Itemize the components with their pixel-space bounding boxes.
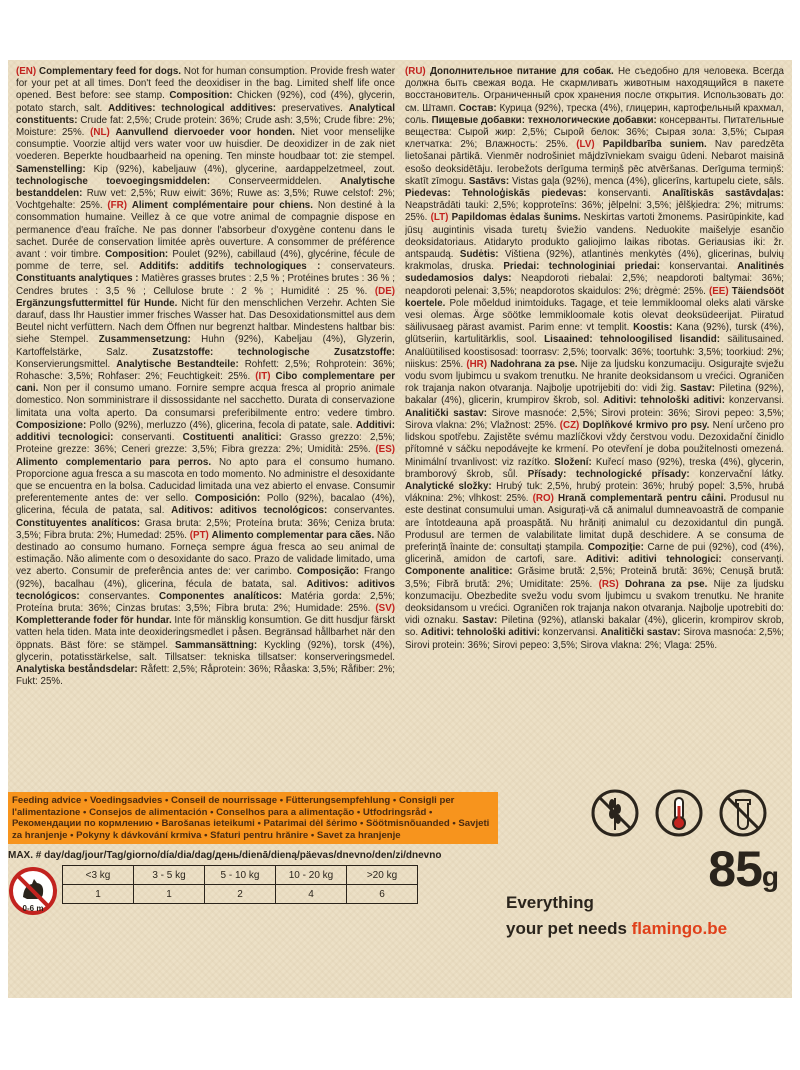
field-label: Přísady: technologické přísady:: [527, 468, 690, 480]
field-label: Piedevas: Tehnoloģiskās piedevas:: [405, 188, 587, 200]
max-label: MAX.: [8, 850, 33, 862]
field-text: Sirove masnoće: 2,5%; Sirovi protein: 36%; Sirovi pepeo: 3,5%; Sirova vlakna: 2%; Vlažnost: 25%.: [405, 407, 784, 431]
language-section-ee: [405, 286, 784, 370]
field-text: conservantes.: [327, 505, 395, 517]
slogan: [506, 890, 727, 942]
field-text: Not for human consumption. Provide fresh water for your pet at all times. Don't feed the deoxidiser in the bag. Limited shelf life once opened. Best before: see stamp.: [16, 66, 395, 102]
language-section-fr: [16, 200, 395, 296]
field-text: Piletina (92%), atlanski bakalar (4%), glicerin, krompirov skrob, so.: [405, 615, 784, 639]
field-label: Samenstelling:: [16, 163, 86, 175]
field-text: Nav paredzēta lietošanai pārtikā. Vienmēr nodrošiniet mājdzīvniekam svaigu ūdeni. Nebarot maisinā esošo deoksidētāju. Ierobežots derīguma termiņš pēc atvēršanas. Derīguma termiņš: skatīt zīmogu.: [405, 139, 784, 187]
field-text: Grasso grezzo: 2,5%; Proteine grezze: 36%; Ceneri grezze: 3,5%; Fibra grezza: 2%; Umidità: 25%.: [16, 432, 395, 456]
language-section-ru: [405, 66, 784, 150]
weight-cell: 3 - 5 kg: [134, 866, 205, 885]
field-label: Constituyentes analíticos:: [16, 517, 140, 529]
field-text: Není určeno pro lidskou spotřebu. Zajistěte svému mazlíčkovi vždy čerstvou vodu. Dezoxidační činidlo přítomné v sáčku nepodávejte ke krmení. Po otevření je doba použitelnosti omezená. Minimální trvanlivost: viz razítko.: [405, 419, 784, 468]
field-text: konzervansi.: [724, 395, 784, 407]
feeding-advice: [8, 792, 498, 932]
field-label: Sammansättning:: [174, 639, 258, 651]
field-text: Neapdoroti riebalai: 2,5%; neapdoroti baltymai: 36%; neapdoroti pelenai: 3,5%; neapdorotos skaidulos: 2%; drėgmė: 25%.: [405, 273, 784, 297]
field-text: Matéria gorda: 2,5%; Proteína bruta: 36%; Cinzas brutas: 3,5%; Fibra bruta: 2%; Humidade: 25%.: [16, 590, 395, 614]
field-text: Neskirtas vartoti žmonems. Pasirūpinkite, kad jūsų augintinis visada turetų šviežio vandens. Neduokite maišelyje esančio deoksidatoriaus. Atidaryto produkto galiojimo laikas ribotas. Geriausias iki: žr. antspaudą.: [405, 212, 784, 261]
language-code: (RU): [405, 66, 426, 77]
feeding-advice-header: Feeding advice • Voedingsadvies • Conseil de nourrissage • Fütterungsempfehlung • Consigli per l'alimentazione • Consejos de alimentación • Conselhos para a alimentação • Utfodringsråd • Рекомендации по кормлению • Barošanas ieteikumi • Patarimai dėl šėrimo • Söötmisnõuanded • Savjeti za hranjenje • Pokyny k dávkování krmiva • Sfaturi pentru hrănire • Savet za hranjenje: [8, 792, 498, 844]
field-label: Composizione:: [16, 419, 87, 431]
field-text: Inte för mänsklig konsumtion. Ge ditt husdjur färskt vatten hela tiden. Mata inte deoxideringsmedlet i påsen. Begränsad hållbarhet när den öppnats. Bäst före: se stämpel.: [16, 615, 395, 651]
field-label: Sastav:: [462, 615, 498, 627]
claim-icons: [590, 788, 768, 838]
text-column-right: [405, 66, 784, 886]
language-code: (PT): [189, 529, 209, 541]
field-label: Analītiskās sastāvdaļas:: [662, 188, 784, 200]
field-text: conservateurs.: [320, 261, 395, 273]
amount-cell: 4: [276, 885, 347, 904]
thermometer-icon: [654, 788, 704, 838]
field-label: Složení:: [554, 456, 592, 468]
field-text: conservanti.: [113, 432, 183, 444]
language-code: (SV): [375, 602, 395, 614]
amount-cell: 2: [205, 885, 276, 904]
weight-row: [63, 866, 418, 885]
field-text: preservatives.: [276, 102, 349, 114]
field-text: konservanti.: [586, 188, 663, 200]
slogan-line-1: Everything: [506, 893, 594, 912]
field-label: Sudėtis:: [459, 249, 499, 261]
multilingual-text: [16, 66, 784, 886]
language-code: (RO): [532, 493, 554, 505]
text-column-left: [16, 66, 395, 886]
no-additives-icon: [718, 788, 768, 838]
product-title: Nadohrana za pse.: [490, 358, 578, 370]
field-label: Zusammensetzung:: [98, 334, 191, 346]
slogan-line-2: [506, 916, 727, 942]
language-code: (NL): [90, 127, 110, 139]
product-title: Complementary feed for dogs.: [39, 66, 182, 77]
language-section-nl: [16, 127, 395, 211]
field-text: Crude fat: 2,5%; Crude protein: 36%; Crude ash: 3,5%; Crude fibre: 2%; Moisture: 25%.: [16, 114, 395, 139]
product-title: Aanvullend diervoeder voor honden.: [115, 127, 295, 139]
language-code: (ES): [375, 444, 395, 456]
field-label: technologische toevoegingsmiddelen:: [16, 175, 211, 187]
field-label: Koostis:: [633, 322, 673, 334]
no-grain-icon: [590, 788, 640, 838]
field-label: Componente analitice:: [405, 566, 513, 578]
field-label: Sastāvs:: [468, 175, 510, 187]
field-text: Niet voor menselijke consumptie. Voorzie altijd vers water voor uw huisdier. De deoxidizer in de zak niet voederen. Beperkte houdbaarheid na opening. Ten minste houdbaar tot: zie stempel.: [16, 127, 395, 163]
field-text: Grăsime brută: 2,5%; Proteină brută: 36%; Cenușă brută: 3,5%; Fibră brută: 2%; Umiditate: 25%.: [405, 566, 784, 590]
field-text: Konservierungsmittel.: [16, 358, 117, 370]
field-label: Aditivi: tehnološki aditivi:: [603, 395, 725, 407]
field-label: Constituants analytiques :: [16, 273, 139, 285]
amount-row: [63, 885, 418, 904]
field-label: Aditivi: tehnološki aditivi:: [420, 627, 541, 639]
field-label: Analytische Bestandteile:: [116, 358, 239, 370]
field-label: Composition:: [105, 249, 169, 261]
field-text: Poulet (92%), cabillaud (4%), glycérine, fécule de pomme de terre, sel.: [16, 249, 395, 273]
product-title: Ergänzungsfuttermittel für Hunde.: [16, 297, 178, 309]
language-section-lv: [405, 139, 784, 223]
language-code: (FR): [107, 200, 127, 212]
language-code: (LT): [430, 212, 449, 224]
product-title: Alimento complementar para cães.: [211, 529, 375, 541]
field-text: konzervační látky.: [689, 468, 784, 480]
field-text: Nije za ljudsku konzumaciju. Osigurajte svježu vodu svom ljubimcu u svakom trenutku. Ne hranite deoksidansom u vrećici. Ograničen rok trajanja nakon otvaranja. Najbolje upotrijebiti do: vidi žig.: [405, 358, 784, 395]
field-label: Analitinės sudedamosios dalys:: [405, 261, 784, 285]
max-per-day: [8, 850, 498, 861]
product-title: Cibo complementare per cani.: [16, 371, 395, 395]
field-label: Composição:: [296, 566, 359, 578]
product-title: Hrană complementară pentru câini.: [558, 493, 727, 505]
product-title: Papildomas ėdalas šunims.: [451, 212, 581, 224]
field-text: Não destinado ao consumo humano. Forneça sempre água fresca ao seu animal de estimação. Não alimente com o desoxidante do saco. Prazo de validade limitado, uma vez aberto. Consumir de preferência antes de: ver carimbo.: [16, 529, 395, 578]
field-label: Sastav:: [680, 383, 715, 395]
field-text: Vistas gaļa (92%), menca (4%), glicerīns, kartupelu ciete, sāls.: [509, 175, 784, 187]
language-code: (EN): [16, 66, 37, 77]
language-section-pt: [16, 530, 395, 614]
field-label: Costituenti analitici:: [182, 432, 282, 444]
field-text: Не съедобно для человека. Всегда должна быть свежая вода. Не скармливать животным находящийся в пакете восстановитель. Ограниченный срок хранения после открытия. Использовать до: см. Штамп.: [405, 66, 784, 114]
language-code: (HR): [466, 358, 488, 370]
product-title: Papildbarība suniem.: [602, 139, 707, 151]
language-section-lt: [405, 212, 784, 296]
per-day-text: # day/dag/jour/Tag/giorno/día/dia/dag/день/dienā/dieną/päevas/dnevno/den/zi/dnevno: [35, 850, 442, 862]
field-label: Состав:: [458, 102, 497, 114]
field-text: Chicken (92%), cod (4%), glycerin, potato starch, salt.: [16, 90, 395, 114]
field-label: Aditivos: aditivos tecnológicos:: [16, 578, 395, 602]
language-section-ro: [405, 493, 784, 589]
language-section-it: [16, 371, 395, 455]
field-text: Carne de pui (92%), cod (4%), glicerină, amidon de cartofi, sare.: [405, 541, 784, 566]
product-title: Täiendsööt koertele.: [405, 285, 784, 309]
field-text: Non destiné à la consommation humaine. Veillez à ce que votre animal de compagnie dispose en permanence d'eau fraîche. Ne pas donner l'absorbeur d'oxygène contenu dans le sachet. Durée de conservation limitée après ouverture. A consommer de préférence avant : voir timbre.: [16, 200, 395, 261]
net-weight-unit: g: [761, 861, 778, 892]
field-text: No apto para el consumo humano. Proporcione agua fresca a su mascota en todo momento. No administre el desoxidante que se encuentra en la bolsa. Caducidad limitada una vez abierto el envase. Consumir preferentemente antes de: ver sello.: [16, 456, 395, 505]
age-label: 0-6 m: [22, 904, 44, 914]
field-label: Zusatzstoffe: technologische Zusatzstoffe:: [152, 346, 395, 358]
product-title: Aliment complémentaire pour chiens.: [131, 200, 313, 212]
field-text: Piletina (92%), bakalar (4%), glicerin, krumpirov škrob, sol.: [405, 383, 784, 407]
field-text: conservantes.: [79, 590, 160, 602]
amount-cell: 1: [134, 885, 205, 904]
product-title: Дополнительное питание для собак.: [429, 66, 614, 77]
weight-cell: 10 - 20 kg: [276, 866, 347, 885]
field-text: Conserveermiddelen.: [210, 175, 341, 187]
field-label: Additifs: additifs technologiques :: [139, 261, 321, 273]
field-label: Compoziție:: [587, 541, 644, 553]
weight-cell: 5 - 10 kg: [205, 866, 276, 885]
field-text: Sirova masnoća: 2,5%; Sirovi protein: 36%; Sirovi pepeo: 3,5%; Sirova vlakna: 2%; Vlaga: 25%.: [405, 627, 784, 651]
field-text: Курица (92%), треска (4%), глицерин, картофельный крахмал, соль.: [405, 102, 784, 126]
field-label: Analytische bestanddelen:: [16, 175, 395, 200]
language-section-cz: [405, 420, 784, 504]
field-text: Kana (92%), tursk (4%), glütseriin, kartulitärklis, sool.: [405, 322, 784, 346]
field-label: Priedai: technologiniai priedai:: [503, 261, 661, 273]
field-text: Nicht für den menschlichen Verzehr. Achten Sie darauf, dass Ihr Haustier immer frisches Wasser hat. Das Desoxidationsmittel aus dem Beutel nicht verfüttern. Nach dem Öffnen nur begrenzt haltbar. Mindestens haltbar bis: siehe Stempel.: [16, 297, 395, 346]
field-text: Hrubý tuk: 2,5%, hrubý protein: 36%; hrubý popel: 3,5%, hrubá vláknina: 2%; vlhkost: 25%.: [405, 480, 784, 505]
field-text: Pollo (92%), merluzzo (4%), glicerina, fecola di patate, sale.: [86, 419, 356, 431]
field-text: консерванты. Питательные вещества: Сырой жир: 2,5%; Сырой белок: 36%; Сырая зола: 3,5%; Сырая клетчатка: 2%; Влажность: 25%.: [405, 114, 784, 151]
field-label: Composición:: [194, 493, 261, 505]
language-code: (EE): [708, 285, 729, 297]
field-text: Nije za ljudsku konzumaciju. Obezbedite svežu vodu svom ljubimcu u svakom trenutku. Ne hranite deoksidansom u vrećici. Ograničen rok trajanja nakon otvaranja. Najbolje upotrebiti do: vidi oznaku.: [405, 578, 784, 627]
field-text: Neapstrādāti tauki: 2,5%; kopproteīns: 36%; jēlpelni: 3,5%; jēlšķiedra: 2%; mitrums: 25%.: [405, 200, 784, 224]
field-text: säilitusained. Analüütilised koostisosad: toorrasv: 2,5%; toorvalk: 36%; toortuhk: 3,5%; toorkiud: 2%; niiskus: 25%.: [405, 334, 784, 370]
field-label: Analytical constituents:: [16, 102, 395, 126]
product-title: Doplňkové krmivo pro psy.: [582, 419, 710, 431]
language-code: (IT): [255, 371, 271, 383]
field-label: Componentes analíticos:: [159, 590, 282, 602]
field-label: Additivi: additivi tecnologici:: [16, 419, 395, 444]
language-code: (RS): [598, 578, 619, 590]
field-text: Matières grasses brutes : 2,5 % ; Protéines brutes : 36 % ; Cendres brutes : 3,5 % ; Cellulose brute : 2 % ; Humidité : 25 %.: [16, 273, 395, 297]
feeding-table: [62, 865, 418, 904]
field-label: Analytické složky:: [405, 480, 492, 492]
language-code: (DE): [374, 285, 395, 297]
brand-name: flamingo.be: [631, 919, 728, 938]
product-title: Alimento complementario para perros.: [16, 456, 212, 468]
field-label: Analitički sastav:: [405, 407, 488, 419]
field-text: Grasa bruta: 2,5%; Proteína bruta: 36%; Ceniza bruta: 3,5%; Fibra bruta: 2%; Humedad: 25%.: [16, 517, 395, 541]
field-text: konservantai.: [660, 261, 738, 273]
slogan-text: your pet needs: [506, 919, 632, 938]
field-label: Aditivi: aditivi tehnologici:: [585, 554, 722, 566]
weight-cell: <3 kg: [63, 866, 134, 885]
field-text: Non per il consumo umano. Fornire sempre acqua fresca al proprio animale domestico. Non somministrare il dissossidante nel sacchetto. Durata di conservazione limitata una volta aperto. Da consumarsi preferibilmente entro: vedere timbro.: [16, 383, 395, 419]
language-code: (CZ): [559, 419, 580, 431]
language-code: (LV): [576, 139, 595, 151]
not-for-puppies-icon: [8, 865, 58, 917]
field-text: Pole mõeldud inimtoiduks. Tagage, et teie lemmikloomal oleks alati värske vesi olemas. Ärge söötke lemmikloomale kotis olevat deoksüdeerijat. Piiratud säilivusaeg pärast avamist. Parim enne: vt templit.: [405, 297, 784, 334]
weight-cell: >20 kg: [347, 866, 418, 885]
language-section-de: [16, 286, 395, 382]
field-text: Frango (92%), bacalhau (4%), glicerina, fécula de batata, sal.: [16, 566, 395, 590]
field-label: Composition:: [169, 90, 233, 102]
field-label: Additives: technological additives:: [108, 102, 277, 114]
field-text: conservanți.: [721, 554, 784, 566]
field-text: Kyckling (92%), torsk (4%), glycerin, potatisstärkelse, salt. Tillsatser: tekniska tillsatser: konserveringsmedel.: [16, 639, 395, 663]
field-text: Kip (92%), kabeljauw (4%), glycerine, aardappelzetmeel, zout.: [85, 163, 395, 175]
net-weight-value: 85: [708, 841, 762, 897]
language-section-es: [16, 444, 395, 540]
field-label: Aditivos: aditivos tecnológicos:: [171, 505, 328, 517]
field-text: Ruw vet: 2,5%; Ruw eiwit: 36%; Ruwe as: 3,5%; Ruwe celstof: 2%; Vochtgehalte: 25%.: [16, 188, 395, 212]
field-text: Produsul nu este destinat consumului uman. Asigurați-vă că animalul dumneavoastră de companie are întotdeauna apă proaspătă. Nu hrăniți animalul cu dezoxidantul din pungă. Produsul are termen de valabilitate limitat după deschidere. A se consuma de preferință înainte de: consultați ștampila.: [405, 493, 784, 553]
field-label: Lisaained: tehnoloogilised lisandid:: [544, 334, 720, 346]
field-text: Vištiena (92%), atlantinės menkytės (4%), glicerinas, bulvių krakmolas, druska.: [405, 249, 784, 273]
field-text: Pollo (92%), bacalao (4%), glicerina, fécula de patata, sal.: [16, 493, 395, 517]
amount-cell: 6: [347, 885, 418, 904]
field-label: Пищевые добавки: технологические добавки:: [431, 114, 657, 126]
field-text: Huhn (92%), Kabeljau (4%), Glyzerin, Kartoffelstärke, Salz.: [16, 334, 395, 358]
field-label: Analitički sastav:: [600, 627, 681, 639]
field-text: Råfett: 2,5%; Råprotein: 36%; Råaska: 3,5%; Råfiber: 2%; Fukt: 25%.: [16, 663, 395, 688]
language-section-sv: [16, 603, 395, 687]
amount-cell: 1: [63, 885, 134, 904]
product-title: Dohrana za pse.: [625, 578, 708, 590]
field-text: Kuřecí maso (92%), treska (4%), glycerin, bramborový škrob, sůl.: [405, 456, 784, 480]
field-text: Rohfett: 2,5%; Rohprotein: 36%; Rohasche: 3,5%; Rohfaser: 2%; Feuchtigkeit: 25%.: [16, 358, 395, 383]
product-title: Kompletterande foder för hundar.: [16, 615, 172, 627]
field-label: Analytiska beståndsdelar:: [16, 663, 138, 675]
field-text: konzervansi.: [540, 627, 601, 639]
